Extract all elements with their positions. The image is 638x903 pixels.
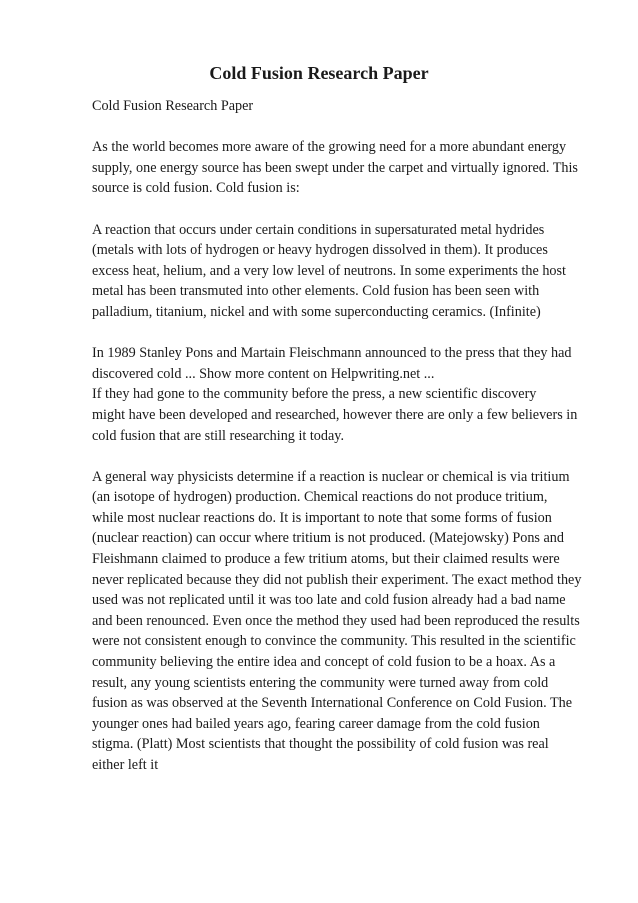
paragraph: In 1989 Stanley Pons and Martain Fleischmann announced to the press that they had discovered cold ... Show more content on Helpwriting.net ...	[92, 345, 572, 382]
paragraph: A reaction that occurs under certain conditions in supersaturated metal hydrides (metals with lots of hydrogen or heavy hydrogen dissolved in them). It produces excess heat, helium, and a very low level of neutrons. In some experiments the host metal has been transmuted into other elements. Cold fusion has been seen with palladium, titanium, nickel and with some superconducting ceramics. (Infinite)	[92, 221, 566, 320]
page-title: Cold Fusion Research Paper	[209, 63, 429, 83]
paragraph: If they had gone to the community before the press, a new scientific discovery might have been developed and researched, however there are only a few believers in cold fusion that are still researching it today.	[92, 386, 578, 444]
document-body	[92, 96, 602, 796]
paragraph: A general way physicists determine if a reaction is nuclear or chemical is via tritium (an isotope of hydrogen) production. Chemical reactions do not produce tritium, while most nuclear reactions do. It is important to note that some forms of fusion (nuclear reaction) can occur where tritium is not produced. (Matejowsky) Pons and Fleishmann claimed to produce a few tritium atoms, but their claimed results were never replicated because they did not publish their experiment. The exact method they used was not replicated until it was too late and cold fusion already had a bad name and been renounced. Even once the method they used had been reproduced the results were not consistent enough to convince the community. This resulted in the scientific community believing the entire idea and concept of cold fusion to be a hoax. As a result, any young scientists entering the community were turned away from cold fusion as was observed at the Seventh International Conference on Cold Fusion. The younger ones had bailed years ago, fearing career damage from the cold fusion stigma. (Platt) Most scientists that thought the possibility of cold fusion was real either left it	[92, 468, 582, 773]
paragraph: As the world becomes more aware of the growing need for a more abundant energy supply, one energy source has been swept under the carpet and virtually ignored. This source is cold fusion. Cold fusion is:	[92, 139, 578, 197]
document-subtitle: Cold Fusion Research Paper	[92, 98, 254, 114]
